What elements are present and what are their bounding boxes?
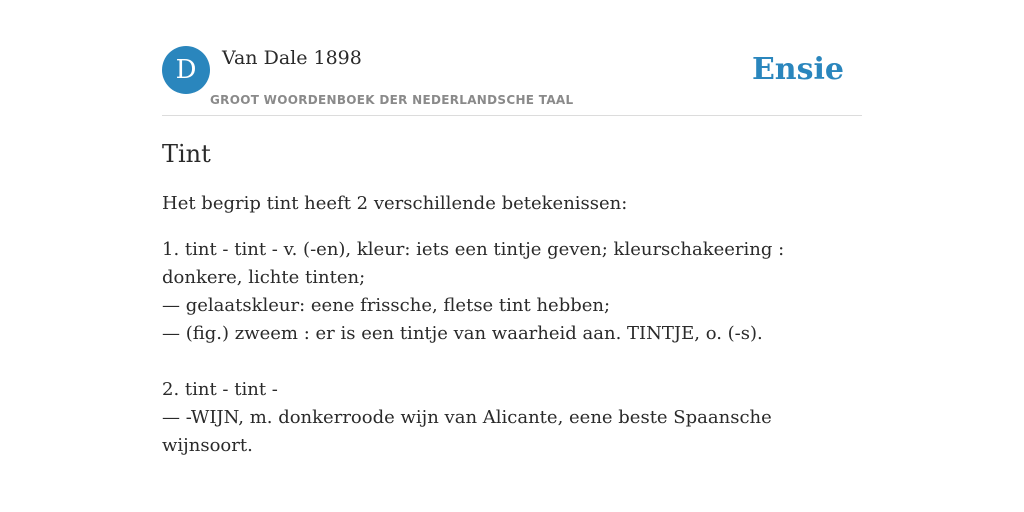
entry-content [162,136,862,460]
entry-intro: Het begrip tint heeft 2 verschillende betekenissen: [162,193,628,214]
definitions-list [162,236,862,460]
entry-title: Tint [162,140,211,168]
source-subtitle: GROOT WOORDENBOEK DER NEDERLANDSCHE TAAL [210,93,574,107]
definition-line: — gelaatskleur: eene frissche, fletse tint hebben; [162,295,611,316]
definition-2 [162,376,862,460]
source-title[interactable]: Van Dale 1898 [222,47,362,69]
definition-line: 2. tint - tint - [162,379,278,400]
ensie-logo-link[interactable]: Ensie [751,52,844,87]
source-header [162,46,862,116]
source-avatar[interactable]: D [162,46,210,94]
definition-spacer [162,348,862,376]
definition-1 [162,236,862,348]
definition-line: — -WIJN, m. donkerroode wijn van Alicante, eene beste Spaansche wijnsoort. [162,407,772,456]
definition-line: 1. tint - tint - v. (-en), kleur: iets een tintje geven; kleurschakeering : donkere, lichte tinten; [162,239,785,288]
definition-line: — (fig.) zweem : er is een tintje van waarheid aan. TINTJE, o. (-s). [162,323,763,344]
